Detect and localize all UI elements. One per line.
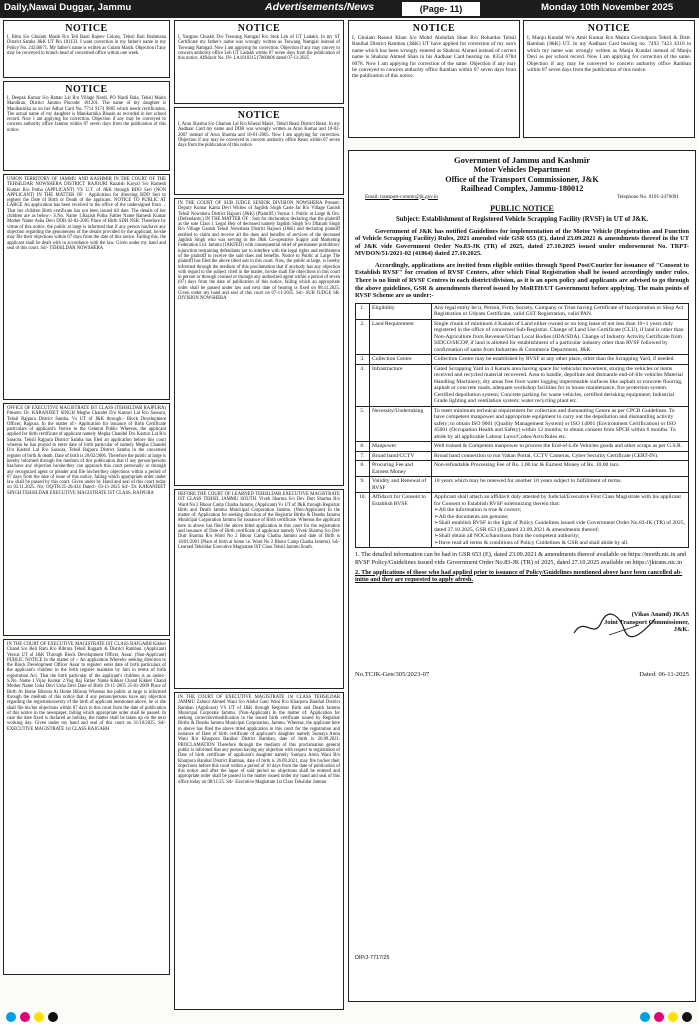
row-value: [432, 451, 689, 461]
row-number: 6.: [356, 442, 370, 452]
signatory-name: (Vikas Anand) JKAS: [631, 611, 689, 619]
notice-title: NOTICE: [587, 23, 631, 34]
row-value: [432, 355, 689, 365]
reference-date: Dated: 06-11-2025: [639, 671, 689, 679]
dip-code: DIP/J-7717/25: [355, 955, 390, 961]
row-key: Land Requirement: [370, 319, 432, 355]
row-key: Collection Centre: [370, 355, 432, 365]
notice-body: I, Arun Sharma S/o Chaman Lal R/o Kheral Malel , Tehsil Reasi District Reasi. In my Aadhaar Card my name and DOB was wrongly written as Arun Kumar and 10-02-2007 instead of Arun Sharma and 10-01-2005. Now I am applying for correction. Objection if any may be conveyed to concern authority office Reasi within 07 seven days from the publication of this notice.: [178, 122, 340, 149]
table-row: [356, 451, 689, 461]
row-key: Infrastructure: [370, 364, 432, 406]
notice-body: I, Yangzes Chuskit D/o Tsewang Namgail R/o Stok Leh of UT Ladakh. In my ST Certificate my father's name was wrongly written as Tsewang Namgial instead of Tsewang Namgail. Now I am applying for correction. Objection if any may convey to concern authority office Leh UT Ladakh within 07 seven days from the publication of this notice. Affidavit No. IN- LA101031517860006 dated 07-11-2025: [178, 35, 340, 62]
subject-line: Subject: Establishment of Registered Vehicle Scrapping Facility (RVSF) in UT of J&K.: [395, 215, 649, 223]
page-number: (Page- 11): [402, 2, 480, 16]
notice-box: [3, 20, 170, 78]
row-number: 9.: [356, 477, 370, 493]
note-1: 1. The detailed information can be had in GSR 653 (E), dated 23.09.2021 & amendments thereof available on https://morth.nic.in and RVSF Policy/Guidelines issued vide Government Order No.83-JK (TR) of 2025, dated 27.10.2025 available on https://jktrans.nic.in: [355, 551, 687, 566]
paragraph-1: Government of J&K has notified Guidelines for implementation of the Motor Vehicle (Registration and Function of Vehicle Scrapping Facility) Rules, 2021 amended vide GSR 653 (E), dated 23.09.2021 & amendments thereof in the UT of J&K vide Government Order No.83-JK (TR) of 2025, dated 27.10.2025 issued under endorsement No. TRPT-MVDON/51/2021-02 (41864) dated 27.10.2025.: [355, 227, 689, 258]
newspaper-name: Daily,Nawai Duggar, Jammu: [4, 2, 132, 13]
notice-body: IN THE COURT OF SUB JUDGE SENIOR DIVISION NOWSHERA Present: Deputy Kumar Kanta Devi Widow of Jagdish Singh Caste Jat R/o Village Ganish Tehsil Nowshera District Rajouri (J&K) (Plaintiff.) Versus 1. Public at Large & Ors. (Defendants.) IN THE MATTER OF : Suit for declaration declaring that the plaintiff as the sole Class 1 Legal Heir of deceased namely Jagdish Singh S/o Dharam Singh R/o Village Ganish Tehsil Nowshera District Rajouri (J&K) and declaring plaintiff entitled to claim and receive all the dues and benefits of services of the deceased Jagdish Singh who was serving in the J&K Co-operative Supply and Marketing Federation Ltd. Jammu (JAKFED) with consequential relief of permanent prohibitory injunction restraining defendants not to interfere with the legal rights and entitlement of the plaintiff to receive the said dues and benefits. Notice to Public at Large The plaintiff has filed the above titled suit in this court. Now, the public at large, is hereby informed through the medium of this proclamation that if anybody has any objection with regard to the subject cited in the matter, he/she shall file objections in this court in person or through counsel or through any authorized agent within a period of seven (07) days from the date of publication of this notice, failing which an appropriate order shall be passed under law and next date of hearing is fixed on 08.11.2025. Given under my hand and seal of this court on 07-11-2025. Sd/- SUB JUDGE SR. DIVISION NOWSHERA: [178, 201, 340, 302]
row-key: Procuring Fee and Earnest Money: [370, 461, 432, 477]
notice-title: NOTICE: [412, 23, 456, 34]
signature-scribble-icon: [569, 611, 659, 641]
row-key: Affidavit for Consent to Establish RVSF.: [370, 493, 432, 548]
notice-box: [523, 20, 695, 138]
registration-mark-icon: [668, 1012, 678, 1022]
table-row: [356, 319, 689, 355]
section-title: Advertisements/News: [265, 1, 375, 13]
list-item: ➢ All the information is true & correct;: [434, 507, 686, 514]
registration-mark-icon: [640, 1012, 650, 1022]
gov-heading: Government of Jammu and Kashmir: [453, 155, 591, 165]
row-value-text: Single chunk of minimum 4 Kanals of Land either owned or on long lease of not less than 10+1 years duly registered in the office of concerned Sub-Registrar. Change of Land Use Certificate (CLU), if land is other than Non-Agriculture from Revenue/Urban Local Bodies (JDA/SDA). Change of Industry Activity Certificate from SIDCO/SICOP, if land is allotted for establishment of a particular industry other than RVSF followed by confirmation of same from Industries & Commerce Department, J&K.: [434, 320, 684, 353]
row-value-text: Broad band connection to run Vahan Portal, CCTV Cameras, Cyber Security Certificate (CERT-IN).: [434, 452, 659, 459]
row-value-text: Any legal entity be it, Person, Firm, Society, Company or Trust having Certificate of Incorporation or Shop Act Registration or Udyam Certificate, valid GST Registration, valid PAN.: [434, 304, 684, 318]
column-2: [174, 20, 344, 1017]
list-item: ➢ Shall establish RVSF in the light of Policy Guidelines issued vide Government Order No.83-JK (TR) of 2025, dated 27.10.2025, GSR 653 (E),dated 23.09.2021 & amendments thereof;: [434, 520, 686, 533]
notice-body: OFFICE OF EXECUTIVE MAGISTRATE IST CLASS (TEHSILDAR RAJPURA) Present: Dr. KARANJEET SINGH Megha Chandel D/o Kasturi Lal R/o Sassora, Tehsil Rajpura District Samba. Vs UT of J&K through:- Block Development Officer, Rajpura. In the matter of:- Application for issuance of Birth Certificate particulars of applicant's Notice to the General Public Whereas, the applicant applied for birth certificate of applicant namely Megha Chandel D/o Kasturi Lal R/o Sassora, Tehsil Rajpura District Samba has filed an application before this court wherein he has prayed to enter date of birth particular of namely Megha Chandel D/o Kasturi Lal R/o Sassora, Tehsil Rajpura District Samba in the concerned register of birth & death. Date of birth is 20/02/2006. Therefore the public at large is hereby informed through the medium of this publication that if any person/persons has/have any objection he/she/they can approach this court personally or through any recognized agent or pleader and file his/her/they objections within a period of 07 days from the date of issue of this notice, failing which appropriate order under law shall be passed by this court. Given under by Hand and seal of this court today on 03.11.2025. No: OQ/TR/25-26/434 Dated:- 03-11-2025 Sd/- Dr. KARANJEET SINGH TEHSILDAR EXECUTIVE MAGISTRATE IST CLASS, RAJPURA: [7, 406, 166, 496]
column-3-top: [348, 20, 696, 148]
row-value-text: Collection Centre may be established by RVSF at any other place, other than the Scrapping Yard, if needed.: [434, 356, 675, 363]
department-heading: Motor Vehicles Department: [473, 165, 571, 174]
notice-title: NOTICE: [237, 110, 281, 121]
paragraph-2: Accordingly, applications are invited from eligible entities through Speed Post/Courier for issuance of "Consent to Establish RVSF" for creation of RVSF Centers, after which Final Registration shall be issued accordingly under rules. There is no limit of RVSF Centres in each district/division, as it is an open policy and applicants are advised to go through the above guidelines, GSR & amendments thereof issued by MoRTH/UT Government before applying. The main points of RVSF Scheme are as under:-: [355, 261, 689, 300]
table-row: [356, 406, 689, 442]
notice-body: IN THE COURT OF EXECUTIVE MAGISTRATE 1St CLASS TEHSILDAR JAMMU Zahoor Ahmed Wani S/o Abdul Gani Wani R/o Kharpora Banihal District Ramban (Applicant) VS UT of J&K through Registrar Birth and Death Jammu Municipal Corporate Jammu. (Non-Applicant) In the matter of: Application for seeking correction/modification in the issued birth certificate issued by Registrar Births & Deaths Jammu Municipal Corporation, Jammu. Whereas, the applicant here in above has filed the above titled application in this court for the registration and issuance of Date of birth certificate of applicant's daughter namely Sumaya Amin Wani R/o Kharpora Banihal District Ramban, date of birth is 26.09.2021. PROCLAMATION Therefore through the medium of this proclamation general public is informed that any person having any objection with respect to registration of Date of birth certificate of applicant's daughter namely Sumaya Amin Wani R/o Kharpora Banihal District Ramban, date of birth is 26.09.2021, may file his/her their objections before this court within a period of 10 days from the date of publication of this notice and after the lapse of said period no objections shall be entered and appropriate order shall be passed in the matter issued under my hand and seal of this office today on 08/11/25. Sd/- Executive Magistrate 1st Class Tehsildar Jammu: [178, 695, 340, 785]
row-value-text: Non-refundable Processing Fee of Rs. 1.00 lac & Earnest Money of Rs. 10.00 lacs.: [434, 462, 620, 469]
notice-box: [174, 20, 344, 104]
email-text: Email: transport-commr@jk.gov.in: [365, 193, 438, 200]
row-number: 1.: [356, 303, 370, 319]
issue-date: Monday 10th November 2025: [541, 2, 674, 13]
row-value-text: Applicant shall attach an affidavit duly attested by Judicial/Executive First Class Magistrate with his applicant for Consent to Establish RVSF solemnizing therein that:: [434, 494, 681, 507]
notice-box: [348, 20, 520, 138]
scheme-table: [355, 303, 689, 549]
row-value: [432, 442, 689, 452]
table-row: [356, 303, 689, 319]
row-key: Manpower: [370, 442, 432, 452]
row-value-text: To meet minimum technical requirement for collection and dismantling Centre as per CPCB Guidelines. To have competent manpower and appropriate equipment to carry out the depollution and dismantling activity safely; to obtain ISO 9001 (Quality Management System) or ISO 14001 (Environment Certification) or ISO 45001 (Occupation Health and Safety) within 12 months; to obtain consent from SPCB within 6 months. To abide by all applicable Labour Laws/Codes/Acts/Rules etc.: [434, 407, 676, 440]
court-notice-box: [174, 489, 344, 689]
row-value-text: 10 years which may be renewed for another 10 years subject to fulfillment of terms.: [434, 478, 622, 485]
row-number: 4.: [356, 364, 370, 406]
table-row: [356, 364, 689, 406]
contact-line: [355, 194, 689, 200]
signature-block: [355, 611, 689, 671]
table-row: [356, 493, 689, 548]
notice-body: UNION TERRITORY OF JAMMU AND KASHMIR IN THE COURT OF THE TEHSILDAR NOWSHERA DISTRICT RAJOURI Razaish Karyal S/o Ramesh Kumar R/o Potha (APPLICANT) VS U.T. of J&K through BDO Seri (NON APPLICANT) IN THE MATTER OF : Application for directing BDO Seri to register the Date of Birth or Death of the applicant. NOTICE TO PUBLIC AT LARGE An application has been received in the office of the undersigned from ... That her children Birth certificate has not been issued till date. The details of her children are as below:- S.No. Name 1.Razish Potha Father Name Ramesh Kumar Mother Name Asha Devi DOB 02-02-2005 Place of Birth SDH NSR. Therefore by virtue of this notice, the public at large is informed that if any person has/have any objection regarding the genuineness of the details provided by the applicant, he/she may file their objections within 07 days from the date of this notice. Failing this, the applicant shall be dealt with in accordance with the law. Given under my hand and seal of this court. Sd/- TEHSILDAR NOWSHERA: [7, 177, 166, 251]
government-public-notice: [348, 150, 696, 1002]
row-value-text: Well trained & Competent manpower to process the End-of-Life Vehicles goods and other scraps as per G.S.R.: [434, 443, 683, 450]
row-key: Validity and Renewal of RVSF: [370, 477, 432, 493]
reference-number: No.TCJK-Gen/305/2023-07: [355, 671, 430, 679]
row-value: [432, 477, 689, 493]
court-notice-box: [174, 198, 344, 486]
table-row: [356, 442, 689, 452]
row-value: [432, 364, 689, 406]
row-number: 2.: [356, 319, 370, 355]
notice-title: NOTICE: [65, 23, 108, 34]
row-number: 8.: [356, 461, 370, 477]
row-value: [432, 319, 689, 355]
row-number: 7.: [356, 451, 370, 461]
row-key: Broad band/CCTV: [370, 451, 432, 461]
row-value: [432, 493, 689, 548]
notice-body: BEFORE THE COURT OF LEARNED TEHSILDAR EXECUTIVE MAGISTRATE IST CLASS TEHSIL JAMMU SOUTH. Vivek Sharma S/o Dev Dutt Sharma R/o Ward No 2 Bhour Camp Chatha Jammu. (Applicant) Vs UT of J&K through Registrar Birth and Death Jammu Municipal Corporation Jammu. (Non-Applicant) In the matter of: Application for seeking direction of the Registrar Births & Deaths Jammu Municipal Corporation Jammu for issuance of Birth certificate. Whereas the applicant here in above has filed the above titled application in this court for the registration and issuance of Date of Birth certificate of applicant namely Vivek Sharma S/o Dev Dutt Sharma R/o Ward No 2 Bhour Camp Chatha Jammu and date of Birth is 18/01/2001 (Place of birth at home i.e. Ward No 2 Bhour Camp Chatha Jammu). Sd/- Learned Tehsildar Executive Magistrate IST Class Tehsil Jammu South.: [178, 492, 340, 550]
registration-mark-icon: [682, 1012, 692, 1022]
row-value-text: Gated Scrapping Yard in 4 Kanals area having space for vehicular movement, storing the vehicles or items received and recycled material recovered. Area to handle, depollute and dismantle end-of-life vehicles Material Handling Machinery, dry areas free from water logging impermeable surfaces like asphalt or concrete flooring, asphalt or concrete roads, adequate workshop facilities for in house maintenance, fire protection system. Certified depollution system; Concrete parking for waste vehicles, certified derisking equipment; Industrial Grade lighting and ventilation system; water recycling plant etc.: [434, 365, 683, 405]
notice-body: I, Deepak Kumar S/o Rattan Lal R/o Village Nardi, PO Nardi Bala, Tehsil Mairo Mandiran, District Jammu Pincode: 181201. The name of my daughter is Manikarnika as on her Adhar Card No. 7714 9174 9885 which needs rectification. The actual name of my daughter is Manikarnika Bhasin as recorded in her school record. Now I am applying for correction. Objection if any may be conveyed to concern authority office Jammu within 07 seven days from the publication of this notice.: [7, 96, 166, 133]
table-row: [356, 477, 689, 493]
registration-mark-icon: [20, 1012, 30, 1022]
list-item: ➢ Shall obtain all NOCs/Sanctions from the competent authority;: [434, 533, 686, 540]
notice-body: I, Ghulam Rasool Khan S/o Mohd Abdullah Shan R/o Bohardar Tehsil Banihal District Ramban (J&K) UT have applied for correction of my son's name which has been wrongly entered as Shahraz Ahmed instead of correct name is Shahraz Ahmed Shan in his Aadhaar Card bearing no. 8354 6784 6078. Now I am applying for correction of the same. Objection if any may be conveyed to concern authority office Ramban within 07 seven days from the publication of this notice.: [352, 35, 516, 80]
registration-mark-icon: [6, 1012, 16, 1022]
row-value: [432, 461, 689, 477]
notice-body: I, Bittu S/o Ghulam Masih R/o Teli Basti Rajeev Colony, Tehsil Bari Brahmana District Samba J&K UT Pin 181133. I want correction in my father's name in my Policy No. 24336671. My father's name is written as Gulam Masih. Objection if any may be conveyed to branch head of concerned office within one week.: [7, 35, 166, 56]
notice-box: [3, 81, 170, 171]
row-value: [432, 303, 689, 319]
notice-title: NOTICE: [65, 84, 108, 95]
court-notice-box: [3, 174, 170, 400]
registration-mark-icon: [48, 1012, 58, 1022]
office-heading: Office of the Transport Commissioner, J&K: [445, 174, 599, 184]
row-key: Necessity/Undertaking: [370, 406, 432, 442]
row-number: 10.: [356, 493, 370, 548]
court-notice-box: [3, 403, 170, 636]
header-band: [0, 0, 699, 18]
address-heading: Railhead Complex, Jammu-180012: [460, 184, 584, 193]
court-notice-box: [3, 639, 170, 975]
notice-body: IN THE COURT OF EXECUTIVE MAGISTRATE IST CLASS RAJGARH Kikker Chand S/o Beli Ram R/o Bibrota Tehsil Rajgarh & District Ramban. (Applicant) Versus UT of J&K Through Block Development Officer, Assar. (Non-Applicant) PUBLIC NOTICE In the matter of :- An application Whereby seeking direction to the Block Development Officer Assar to register/ enter date of birth particulars of the applicant's children in the birth register maintain by him in terms of birth registration Act. That the birth particular of the applicant's children is as under:- S.No. Name 1.Vijay Kumar 2.Yog Raj Father Name Kikker Chand Kikker Chand Mother Name Usha Devi Usha Devi Date of Birth 19-11-2005 25-01-2009 Place of Birth At Home Bibrota At Home Bibrota Whereas the public at large is informed through the medium of this notice that if any person/persons have any objection regarding the registration/entry of the birth of applicant mentioned above, he or she shall file his/her objections within 07 days to this court from the date of publication of this notice in the newspaper, failing which appropriate order shall be passed. In case the date fixed is declared as holiday, the matter shall be taken up on the next working day. Given under my hand and seal of this court on 31/10/2025. Sd/- EXECUTIVE MAGISTRATE 1st CLASS RAJGARH: [7, 642, 166, 732]
reference-line: [355, 671, 689, 679]
phone-text: Telephone No. 0191-2476091: [616, 193, 679, 200]
court-notice-box: [174, 692, 344, 1010]
row-key: Eligibility: [370, 303, 432, 319]
signatory-place: J&K.: [673, 626, 689, 634]
affidavit-list: [434, 507, 686, 546]
row-value: [432, 406, 689, 442]
row-number: 3.: [356, 355, 370, 365]
list-item: ➢ Have read all terms & conditions of Policy Guidelines & GSR and shall abide by all.: [434, 540, 686, 547]
column-1: [3, 20, 170, 1017]
notice-title: NOTICE: [237, 23, 281, 34]
notice-box: [174, 107, 344, 195]
notice-body: I, Manju Kundal W/o Amit Kumar R/o Maitra Govindpura Tehsil & Distt. Ramban (J&K) UT. In my Aadhaar Card bearing no. 7493 7423 4316 in which my name was wrongly written as Manju Kundal instead of Manju Devi as per school record. Now I am applying for correction of the same. Objection if any may be conveyed to concern authority office Ramban within 07 seven days from the publication of this notice.: [527, 35, 691, 74]
table-row: [356, 355, 689, 365]
public-notice-title: PUBLIC NOTICE: [490, 203, 554, 213]
list-item: ➢ All the documents are genuine;: [434, 514, 686, 521]
note-2: 2. The applications of those who had applied prior to issuance of Policy/Guidelines mentioned above have been cancelled ab-initio and they are requested to apply afresh.: [355, 568, 683, 583]
row-number: 5.: [356, 406, 370, 442]
registration-mark-icon: [654, 1012, 664, 1022]
table-row: [356, 461, 689, 477]
registration-mark-icon: [34, 1012, 44, 1022]
signatory-title: Joint Transport Commissioner,: [604, 618, 689, 626]
